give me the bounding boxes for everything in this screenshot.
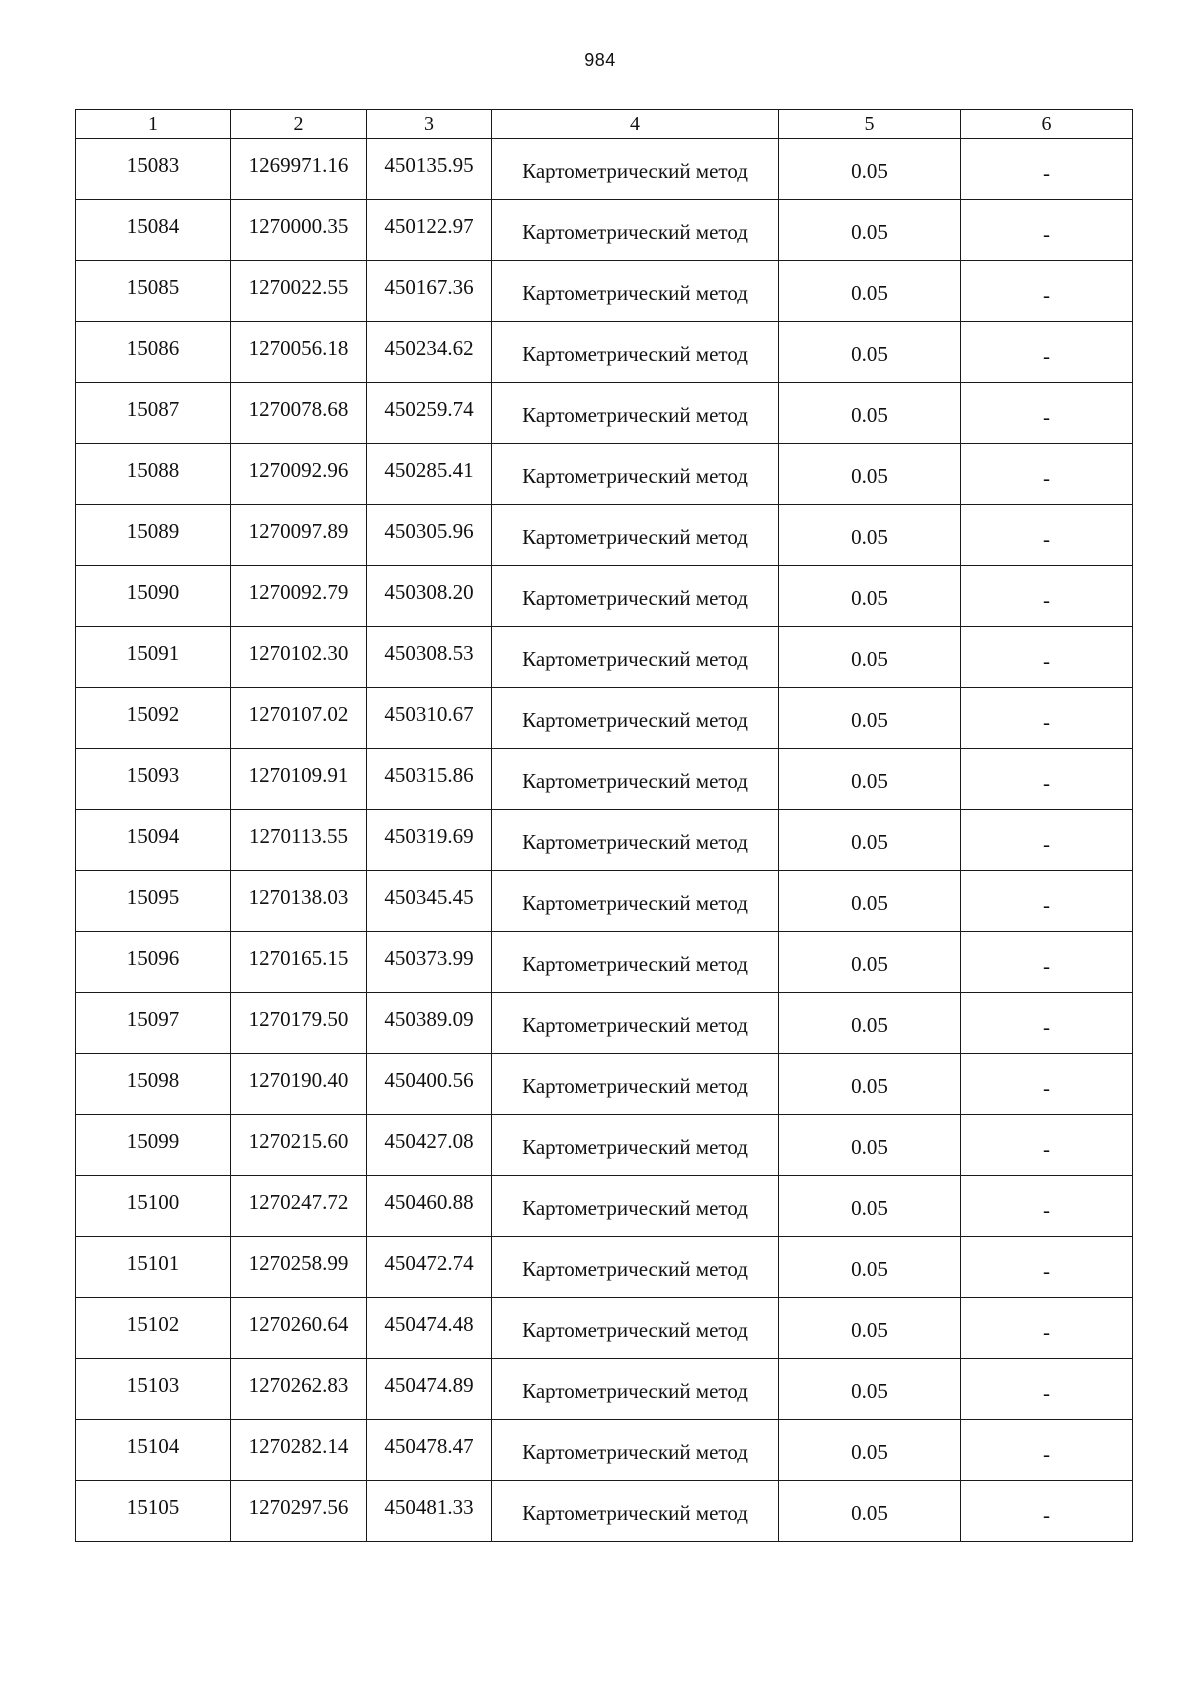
table-row [76,200,1133,261]
note-cell: - [961,810,1133,871]
table-row [76,1054,1133,1115]
method-cell: Картометрический метод [492,139,779,200]
page-number: 984 [584,50,616,70]
table-row [76,139,1133,200]
method-cell: Картометрический метод [492,322,779,383]
point-number-cell: 15089 [76,505,231,566]
y-coordinate-cell: 450310.67 [367,688,492,749]
method-cell: Картометрический метод [492,444,779,505]
x-coordinate-cell: 1270078.68 [231,383,367,444]
x-coordinate-cell: 1270000.35 [231,200,367,261]
method-cell: Картометрический метод [492,383,779,444]
table-row [76,932,1133,993]
method-cell: Картометрический метод [492,1359,779,1420]
x-coordinate-cell: 1270102.30 [231,627,367,688]
accuracy-cell: 0.05 [779,444,961,505]
method-cell: Картометрический метод [492,1115,779,1176]
point-number-cell: 15104 [76,1420,231,1481]
column-header: 2 [231,110,367,139]
x-coordinate-cell: 1270258.99 [231,1237,367,1298]
x-coordinate-cell: 1270113.55 [231,810,367,871]
note-cell: - [961,1237,1133,1298]
accuracy-cell: 0.05 [779,810,961,871]
note-cell: - [961,200,1133,261]
column-header: 6 [961,110,1133,139]
accuracy-cell: 0.05 [779,1176,961,1237]
point-number-cell: 15092 [76,688,231,749]
x-coordinate-cell: 1270179.50 [231,993,367,1054]
point-number-cell: 15098 [76,1054,231,1115]
x-coordinate-cell: 1270282.14 [231,1420,367,1481]
y-coordinate-cell: 450167.36 [367,261,492,322]
accuracy-cell: 0.05 [779,1115,961,1176]
note-cell: - [961,566,1133,627]
method-cell: Картометрический метод [492,1237,779,1298]
note-cell: - [961,261,1133,322]
table-body [76,139,1133,1542]
table-row [76,1237,1133,1298]
y-coordinate-cell: 450427.08 [367,1115,492,1176]
y-coordinate-cell: 450135.95 [367,139,492,200]
point-number-cell: 15097 [76,993,231,1054]
method-cell: Картометрический метод [492,810,779,871]
accuracy-cell: 0.05 [779,871,961,932]
accuracy-cell: 0.05 [779,383,961,444]
x-coordinate-cell: 1270056.18 [231,322,367,383]
table-row [76,1420,1133,1481]
y-coordinate-cell: 450259.74 [367,383,492,444]
x-coordinate-cell: 1270109.91 [231,749,367,810]
point-number-cell: 15087 [76,383,231,444]
method-cell: Картометрический метод [492,566,779,627]
point-number-cell: 15099 [76,1115,231,1176]
y-coordinate-cell: 450472.74 [367,1237,492,1298]
table-row [76,1481,1133,1542]
table-row [76,688,1133,749]
table-row [76,1115,1133,1176]
accuracy-cell: 0.05 [779,1481,961,1542]
y-coordinate-cell: 450400.56 [367,1054,492,1115]
y-coordinate-cell: 450319.69 [367,810,492,871]
method-cell: Картометрический метод [492,993,779,1054]
point-number-cell: 15086 [76,322,231,383]
note-cell: - [961,444,1133,505]
point-number-cell: 15105 [76,1481,231,1542]
accuracy-cell: 0.05 [779,200,961,261]
point-number-cell: 15096 [76,932,231,993]
point-number-cell: 15095 [76,871,231,932]
method-cell: Картометрический метод [492,749,779,810]
accuracy-cell: 0.05 [779,1420,961,1481]
table-row [76,1359,1133,1420]
method-cell: Картометрический метод [492,688,779,749]
y-coordinate-cell: 450315.86 [367,749,492,810]
y-coordinate-cell: 450478.47 [367,1420,492,1481]
accuracy-cell: 0.05 [779,1298,961,1359]
x-coordinate-cell: 1270022.55 [231,261,367,322]
x-coordinate-cell: 1270138.03 [231,871,367,932]
point-number-cell: 15100 [76,1176,231,1237]
table-row [76,993,1133,1054]
note-cell: - [961,1054,1133,1115]
accuracy-cell: 0.05 [779,322,961,383]
point-number-cell: 15088 [76,444,231,505]
table-row [76,749,1133,810]
x-coordinate-cell: 1270297.56 [231,1481,367,1542]
y-coordinate-cell: 450305.96 [367,505,492,566]
table-row [76,871,1133,932]
note-cell: - [961,993,1133,1054]
column-header: 3 [367,110,492,139]
y-coordinate-cell: 450285.41 [367,444,492,505]
point-number-cell: 15084 [76,200,231,261]
point-number-cell: 15083 [76,139,231,200]
table-row [76,383,1133,444]
y-coordinate-cell: 450481.33 [367,1481,492,1542]
note-cell: - [961,1115,1133,1176]
x-coordinate-cell: 1270262.83 [231,1359,367,1420]
table-row [76,1298,1133,1359]
y-coordinate-cell: 450234.62 [367,322,492,383]
note-cell: - [961,322,1133,383]
x-coordinate-cell: 1270097.89 [231,505,367,566]
accuracy-cell: 0.05 [779,261,961,322]
note-cell: - [961,688,1133,749]
table-row [76,444,1133,505]
note-cell: - [961,139,1133,200]
column-header: 4 [492,110,779,139]
x-coordinate-cell: 1270165.15 [231,932,367,993]
y-coordinate-cell: 450308.53 [367,627,492,688]
accuracy-cell: 0.05 [779,505,961,566]
note-cell: - [961,1359,1133,1420]
y-coordinate-cell: 450373.99 [367,932,492,993]
point-number-cell: 15093 [76,749,231,810]
method-cell: Картометрический метод [492,200,779,261]
accuracy-cell: 0.05 [779,1359,961,1420]
note-cell: - [961,1176,1133,1237]
table-row [76,505,1133,566]
note-cell: - [961,749,1133,810]
y-coordinate-cell: 450345.45 [367,871,492,932]
y-coordinate-cell: 450389.09 [367,993,492,1054]
method-cell: Картометрический метод [492,1420,779,1481]
accuracy-cell: 0.05 [779,1237,961,1298]
accuracy-cell: 0.05 [779,993,961,1054]
method-cell: Картометрический метод [492,932,779,993]
note-cell: - [961,1298,1133,1359]
y-coordinate-cell: 450474.48 [367,1298,492,1359]
note-cell: - [961,1420,1133,1481]
table-row [76,566,1133,627]
accuracy-cell: 0.05 [779,749,961,810]
point-number-cell: 15090 [76,566,231,627]
note-cell: - [961,1481,1133,1542]
x-coordinate-cell: 1270190.40 [231,1054,367,1115]
y-coordinate-cell: 450122.97 [367,200,492,261]
method-cell: Картометрический метод [492,871,779,932]
table-header [76,110,1133,139]
accuracy-cell: 0.05 [779,627,961,688]
x-coordinate-cell: 1270247.72 [231,1176,367,1237]
table-row [76,627,1133,688]
column-header: 1 [76,110,231,139]
method-cell: Картометрический метод [492,505,779,566]
method-cell: Картометрический метод [492,1176,779,1237]
note-cell: - [961,871,1133,932]
y-coordinate-cell: 450460.88 [367,1176,492,1237]
note-cell: - [961,932,1133,993]
x-coordinate-cell: 1270260.64 [231,1298,367,1359]
column-header: 5 [779,110,961,139]
point-number-cell: 15103 [76,1359,231,1420]
x-coordinate-cell: 1270092.79 [231,566,367,627]
table-row [76,810,1133,871]
note-cell: - [961,505,1133,566]
x-coordinate-cell: 1270215.60 [231,1115,367,1176]
accuracy-cell: 0.05 [779,932,961,993]
accuracy-cell: 0.05 [779,139,961,200]
point-number-cell: 15091 [76,627,231,688]
method-cell: Картометрический метод [492,1054,779,1115]
table-row [76,322,1133,383]
method-cell: Картометрический метод [492,1298,779,1359]
accuracy-cell: 0.05 [779,688,961,749]
method-cell: Картометрический метод [492,261,779,322]
point-number-cell: 15102 [76,1298,231,1359]
table-row [76,261,1133,322]
y-coordinate-cell: 450474.89 [367,1359,492,1420]
note-cell: - [961,383,1133,444]
table-row [76,1176,1133,1237]
method-cell: Картометрический метод [492,1481,779,1542]
point-number-cell: 15085 [76,261,231,322]
x-coordinate-cell: 1269971.16 [231,139,367,200]
header-row [76,110,1133,139]
accuracy-cell: 0.05 [779,1054,961,1115]
coordinates-table [75,109,1133,1542]
point-number-cell: 15101 [76,1237,231,1298]
note-cell: - [961,627,1133,688]
x-coordinate-cell: 1270092.96 [231,444,367,505]
x-coordinate-cell: 1270107.02 [231,688,367,749]
accuracy-cell: 0.05 [779,566,961,627]
point-number-cell: 15094 [76,810,231,871]
method-cell: Картометрический метод [492,627,779,688]
y-coordinate-cell: 450308.20 [367,566,492,627]
